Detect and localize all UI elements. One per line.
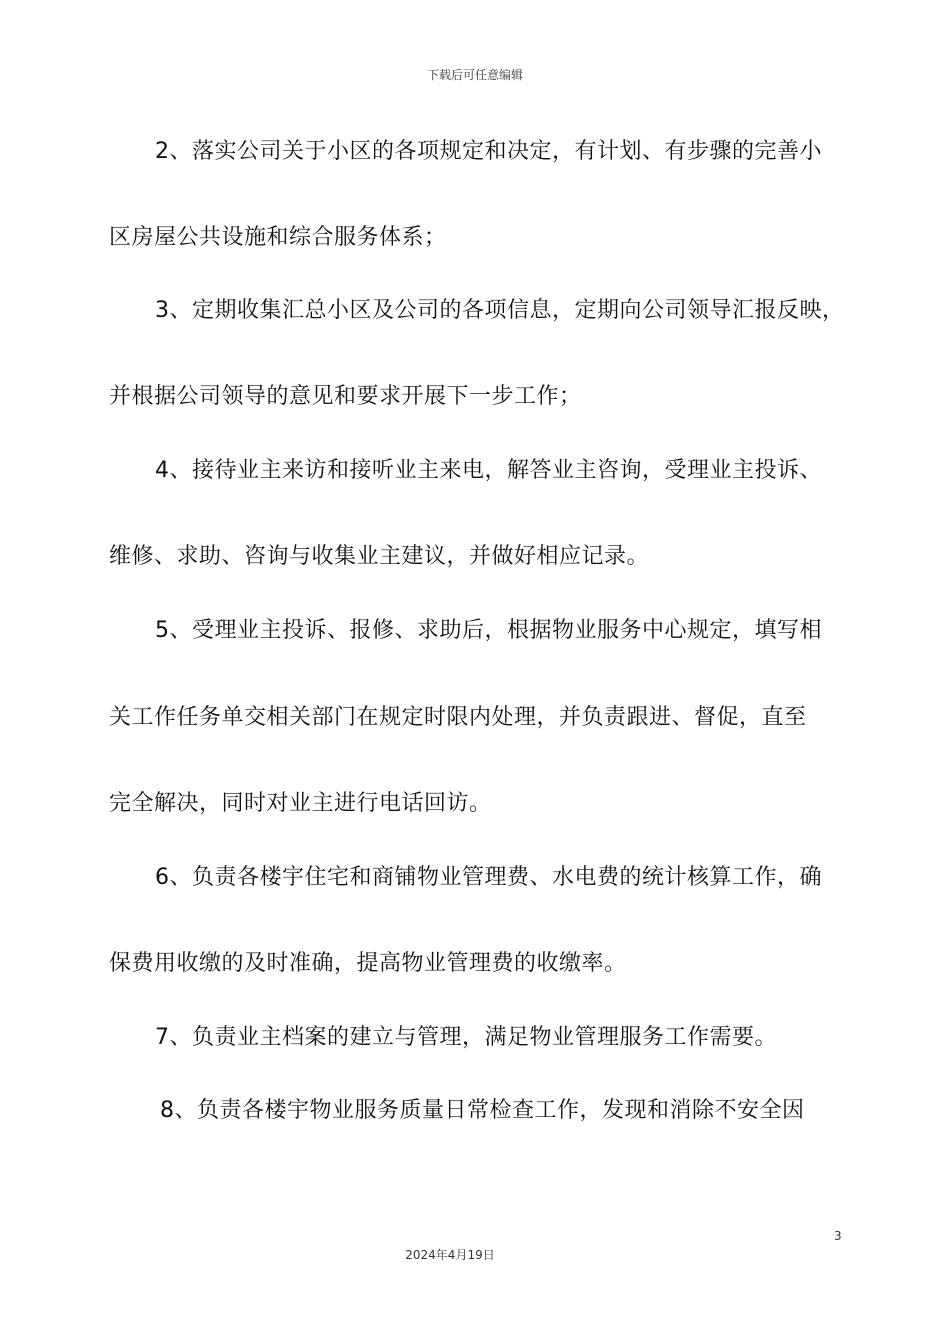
paragraph-5-line-3: 完全解决，同时对业主进行电话回访。 [109, 791, 492, 816]
paragraph-2-line-1: 2、落实公司关于小区的各项规定和决定，有计划、有步骤的完善小 [155, 139, 822, 164]
footer-date: 2024年4月19日 [405, 1248, 495, 1262]
paragraph-2-line-2: 区房屋公共设施和综合服务体系； [109, 225, 447, 250]
paragraph-6-line-1: 6、负责各楼宇住宅和商铺物业管理费、水电费的统计核算工作，确 [155, 865, 822, 890]
header-note: 下载后可任意编辑 [426, 68, 523, 82]
paragraph-6-line-2: 保费用收缴的及时准确，提高物业管理费的收缴率。 [109, 951, 627, 976]
paragraph-3-line-2: 并根据公司领导的意见和要求开展下一步工作； [109, 384, 582, 409]
paragraph-5-line-2: 关工作任务单交相关部门在规定时限内处理，并负责跟进、督促，直至 [109, 705, 807, 730]
paragraph-3-line-1: 3、定期收集汇总小区及公司的各项信息，定期向公司领导汇报反映， [155, 298, 845, 323]
paragraph-4-line-1: 4、接待业主来访和接听业主来电，解答业主咨询，受理业主投诉、 [155, 458, 822, 483]
paragraph-5-line-1: 5、受理业主投诉、报修、求助后，根据物业服务中心规定，填写相 [155, 618, 822, 643]
page-number: 3 [834, 1229, 842, 1243]
paragraph-4-line-2: 维修、求助、咨询与收集业主建议，并做好相应记录。 [109, 544, 650, 569]
paragraph-8-line-1: 8、负责各楼宇物业服务质量日常检查工作，发现和消除不安全因 [160, 1098, 805, 1123]
paragraph-7-line-1: 7、负责业主档案的建立与管理，满足物业管理服务工作需要。 [155, 1025, 777, 1050]
